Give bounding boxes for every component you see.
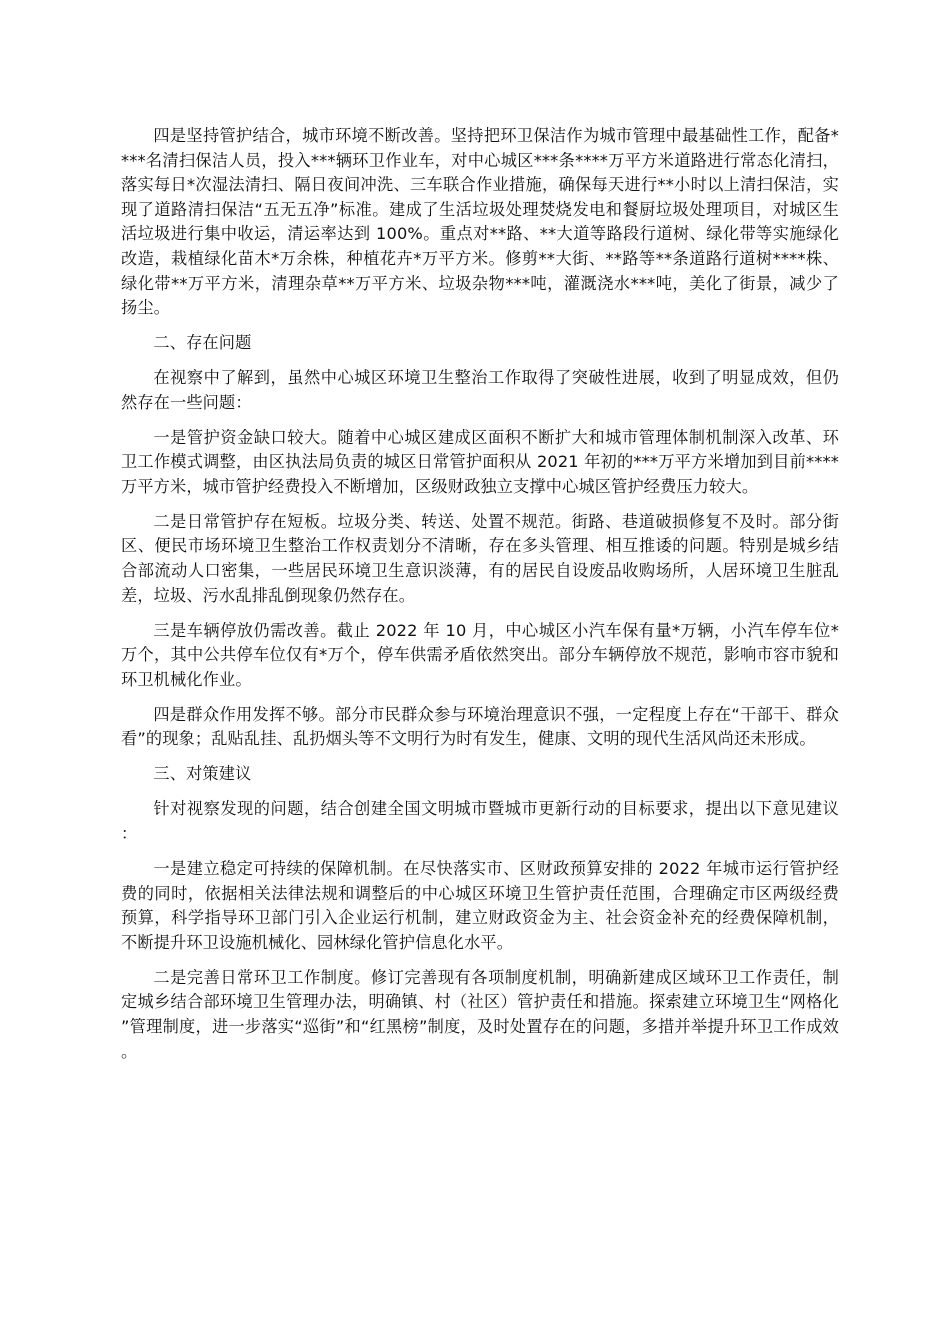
paragraph-funding-gap: 一是管护资金缺口较大。随着中心城区建成区面积不断扩大和城市管理体制机制深入改革、环卫工作模式调整，由区执法局负责的城区日常管护面积从 2021 年初的***万平方米增加到目前****万平方米，城市管护经费投入不断增加，区级财政独立支撑中心城区管护经费压力较大。 xyxy=(121,427,839,496)
paragraph-problems-intro: 在视察中了解到，虽然中心城区环境卫生整治工作取得了突破性进展，收到了明显成效，但仍然存在一些问题： xyxy=(121,368,839,412)
section-heading-suggestions: 三、对策建议 xyxy=(153,764,252,784)
paragraph-maintenance-results: 四是坚持管护结合，城市环境不断改善。坚持把环卫保洁作为城市管理中最基础性工作，配备****名清扫保洁人员，投入***辆环卫作业车，对中心城区***条****万平方米道路进行常态化清扫，落实每日*次湿法清扫、隔日夜间冲洗、三车联合作业措施，确保每天进行**小时以上清扫保洁，实现了道路清扫保洁“五无五净”标准。建成了生活垃圾处理焚烧发电和餐厨垃圾处理项目，对城区生活垃圾进行集中收运，清运率达到 100%。重点对**路、**大道等路段行道树、绿化带等实施绿化改造，栽植绿化苗木*万余株，种植花卉*万平方米。修剪**大街、**路等**条道路行道树****株、绿化带**万平方米，清理杂草**万平方米、垃圾杂物***吨，灌溉浇水***吨，美化了街景，减少了扬尘。 xyxy=(121,126,839,318)
paragraph-parking: 三是车辆停放仍需改善。截止 2022 年 10 月，中心城区小汽车保有量*万辆，小汽车停车位*万个，其中公共停车位仅有*万个，停车供需矛盾依然突出。部分车辆停放不规范，影响市容市貌和环卫机械化作业。 xyxy=(121,620,839,689)
paragraph-funding-mechanism: 一是建立稳定可持续的保障机制。在尽快落实市、区财政预算安排的 2022 年城市运行管护经费的同时，依据相关法律法规和调整后的中心城区环境卫生管护责任范围，合理确定市区两级经费预算，科学指导环卫部门引入企业运行机制，建立财政资金为主、社会资金补充的经费保障机制，不断提升环卫设施机械化、园林绿化管护信息化水平。 xyxy=(121,858,839,952)
document-body xyxy=(121,124,839,1074)
paragraph-work-system: 二是完善日常环卫工作制度。修订完善现有各项制度机制，明确新建成区域环卫工作责任，制定城乡结合部环境卫生管理办法，明确镇、村（社区）管护责任和措施。探索建立环境卫生“网格化”管理制度，进一步落实“巡街”和“红黑榜”制度，及时处置存在的问题，多措并举提升环卫工作成效。 xyxy=(121,967,839,1061)
paragraph-suggestions-intro: 针对视察发现的问题，结合创建全国文明城市暨城市更新行动的目标要求，提出以下意见建议： xyxy=(121,799,839,843)
paragraph-daily-maintenance-shortcomings: 二是日常管护存在短板。垃圾分类、转送、处置不规范。街路、巷道破损修复不及时。部分街区、便民市场环境卫生整治工作权责划分不清晰，存在多头管理、相互推诿的问题。特别是城乡结合部流动人口密集，一些居民环境卫生意识淡薄，有的居民自设废品收购场所，人居环境卫生脏乱差，垃圾、污水乱排乱倒现象仍然存在。 xyxy=(121,511,839,605)
paragraph-public-participation: 四是群众作用发挥不够。部分市民群众参与环境治理意识不强，一定程度上存在“干部干、群众看”的现象；乱贴乱挂、乱扔烟头等不文明行为时有发生，健康、文明的现代生活风尚还未形成。 xyxy=(121,704,839,749)
section-heading-problems: 二、存在问题 xyxy=(153,333,252,353)
